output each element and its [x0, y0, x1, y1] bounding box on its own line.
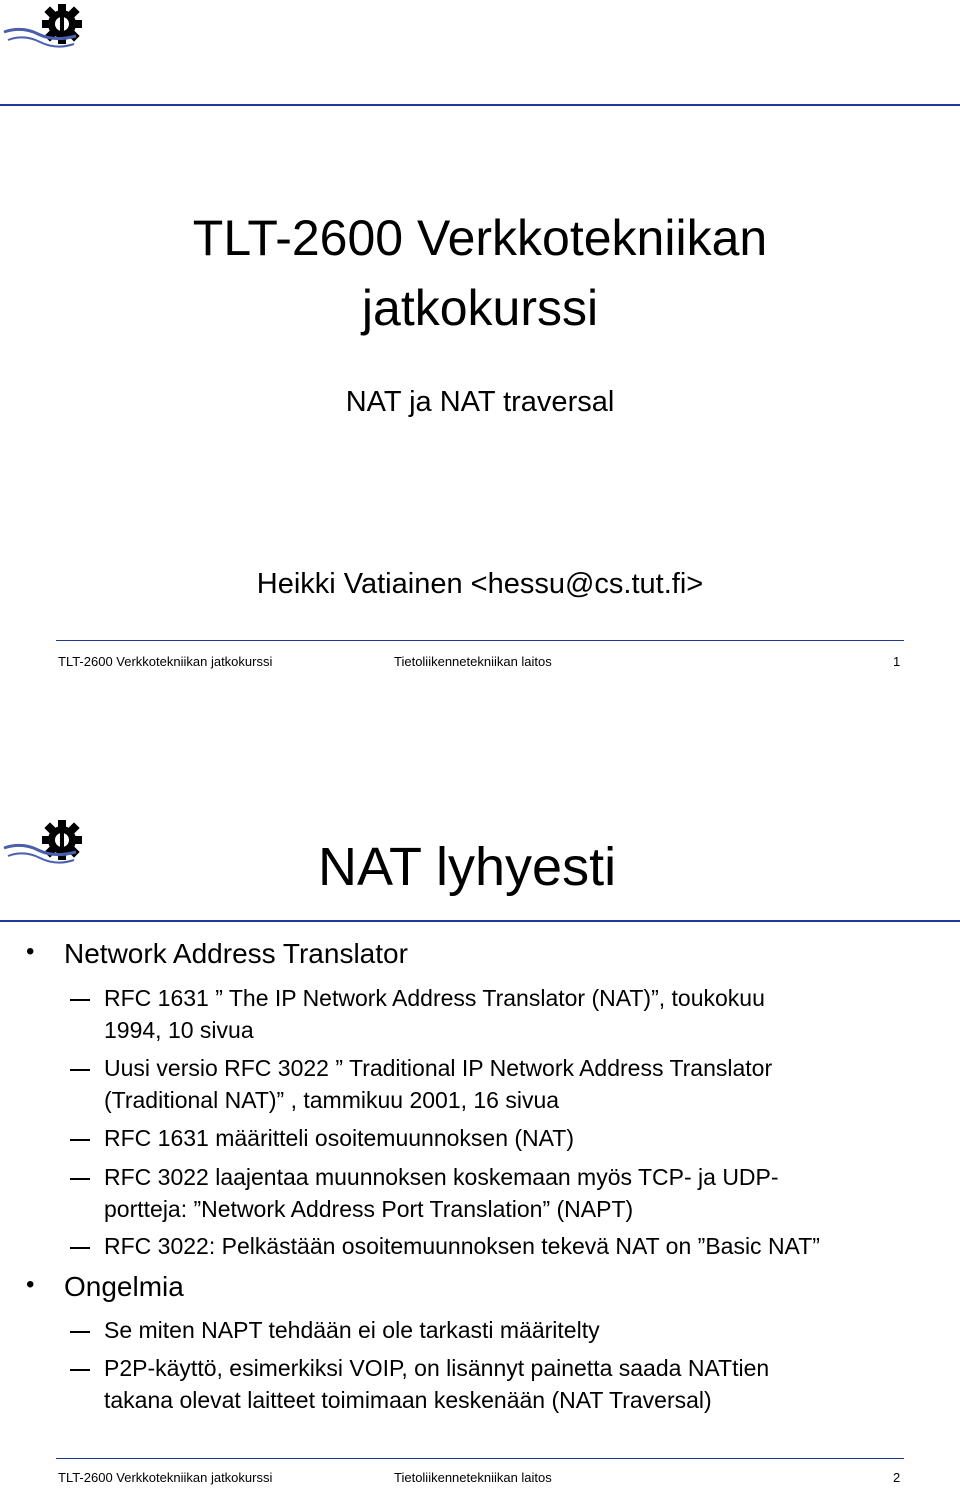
footer-course: TLT-2600 Verkkotekniikan jatkokurssi — [58, 654, 273, 669]
bullet-dot-icon: • — [26, 1271, 35, 1298]
sub-item-line: Uusi versio RFC 3022 ” Traditional IP Network Address Translator — [104, 1055, 773, 1081]
footer-department: Tietoliikennetekniikan laitos — [394, 1470, 552, 1485]
header-rule — [0, 104, 960, 106]
sub-item — [104, 1161, 779, 1225]
footer-rule — [56, 1458, 904, 1459]
sub-item-line: RFC 3022: Pelkästään osoitemuunnoksen tekevä NAT on ”Basic NAT” — [104, 1233, 820, 1259]
slide-title: NAT lyhyesti — [318, 837, 617, 897]
dash-icon — [70, 1069, 90, 1071]
sub-item — [104, 1052, 772, 1116]
sub-item-line: RFC 1631 ” The IP Network Address Translator (NAT)”, toukokuu — [104, 985, 765, 1011]
slide-title-line-1: TLT-2600 Verkkotekniikan — [192, 210, 768, 266]
header-rule — [0, 920, 960, 922]
slide-title-line-2: jatkokurssi — [361, 280, 599, 336]
sub-item-line: 1994, 10 sivua — [104, 1017, 254, 1043]
dash-icon — [70, 1139, 90, 1141]
dash-icon — [70, 1178, 90, 1180]
footer-course: TLT-2600 Verkkotekniikan jatkokurssi — [58, 1470, 273, 1485]
sub-item — [104, 1314, 600, 1346]
sub-item — [104, 1230, 820, 1262]
bullet-dot-icon: • — [26, 938, 35, 965]
dash-icon — [70, 1247, 90, 1249]
sub-item-line: RFC 3022 laajentaa muunnoksen koskemaan myös TCP- ja UDP- — [104, 1164, 779, 1190]
tut-gear-logo-icon — [2, 2, 94, 58]
sub-item — [104, 1122, 574, 1154]
bullet-text: Network Address Translator — [64, 938, 408, 969]
dash-icon — [70, 1331, 90, 1333]
bullet-item — [26, 1271, 184, 1303]
sub-item-line: RFC 1631 määritteli osoitemuunnoksen (NAT) — [104, 1125, 574, 1151]
dash-icon — [70, 999, 90, 1001]
sub-item-line: Se miten NAPT tehdään ei ole tarkasti määritelty — [104, 1317, 600, 1343]
footer-department: Tietoliikennetekniikan laitos — [394, 654, 552, 669]
bullet-item — [26, 938, 408, 970]
sub-item-line: portteja: ”Network Address Port Translation” (NAPT) — [104, 1196, 634, 1222]
tut-gear-logo-icon — [2, 818, 94, 874]
sub-item-line: (Traditional NAT)” , tammikuu 2001, 16 sivua — [104, 1087, 560, 1113]
bullet-text: Ongelmia — [64, 1271, 184, 1302]
slide-subtitle: NAT ja NAT traversal — [345, 386, 615, 418]
sub-item-line: P2P-käyttö, esimerkiksi VOIP, on lisännyt painetta saada NATtien — [104, 1355, 770, 1381]
footer-page-number: 1 — [893, 654, 901, 669]
sub-item — [104, 1352, 769, 1416]
footer-rule — [56, 640, 904, 641]
footer-page-number: 2 — [893, 1470, 901, 1485]
sub-item — [104, 982, 765, 1046]
author-line: Heikki Vatiainen <hessu@cs.tut.fi> — [256, 568, 704, 600]
sub-item-line: takana olevat laitteet toimimaan keskenään (NAT Traversal) — [104, 1387, 712, 1413]
dash-icon — [70, 1369, 90, 1371]
